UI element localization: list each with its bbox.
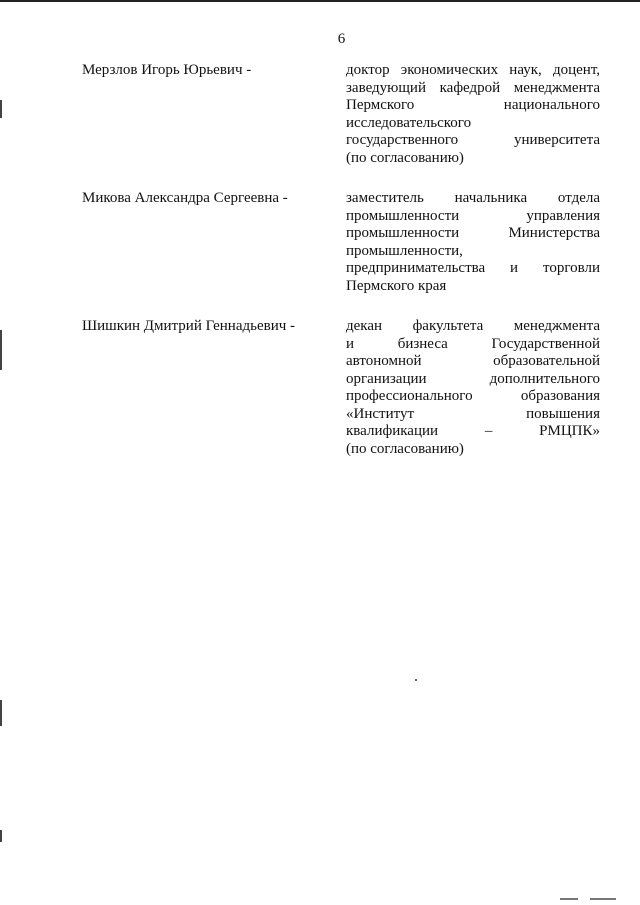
role-line: промышленности, xyxy=(346,242,463,259)
committee-roster xyxy=(82,62,600,481)
member-name: Шишкин Дмитрий Геннадьевич - xyxy=(82,318,296,334)
scan-left-edge-mark xyxy=(0,830,2,842)
roster-entry xyxy=(82,318,600,458)
role-line: заведующий кафедрой менеджмента xyxy=(346,79,600,96)
role-line: профессионального образования xyxy=(346,388,600,404)
scan-left-edge-mark xyxy=(0,330,2,370)
role-line: квалификации – РМЦПК» xyxy=(346,423,600,439)
member-role xyxy=(346,62,600,167)
role-line: (по согласованию) xyxy=(346,149,464,166)
page-number: 6 xyxy=(337,31,346,47)
scan-left-edge-mark xyxy=(0,100,2,118)
role-line: «Институт повышения xyxy=(346,405,600,422)
scan-bottom-edge-mark xyxy=(560,898,578,900)
role-line: (по согласованию) xyxy=(346,440,464,457)
member-role xyxy=(346,318,600,458)
roster-entry xyxy=(82,190,600,295)
role-line: государственного университета xyxy=(346,132,600,148)
role-line: автономной образовательной xyxy=(346,353,600,369)
role-line: Пермского национального xyxy=(346,97,600,113)
role-line: заместитель начальника отдела xyxy=(346,190,600,206)
role-line: доктор экономических наук, доцент, xyxy=(346,62,600,78)
role-line: исследовательского xyxy=(346,114,472,131)
scan-top-edge xyxy=(0,0,640,2)
member-name: Мерзлов Игорь Юрьевич - xyxy=(82,62,252,78)
member-role xyxy=(346,190,600,295)
scan-bottom-edge-mark xyxy=(590,898,616,900)
roster-entry xyxy=(82,62,600,167)
scan-speck xyxy=(415,679,417,681)
role-line: промышленности Министерства xyxy=(346,225,600,241)
member-name: Микова Александра Сергеевна - xyxy=(82,190,288,206)
scan-left-edge-mark xyxy=(0,700,2,726)
role-line: промышленности управления xyxy=(346,207,600,224)
role-line: предпринимательства и торговли xyxy=(346,260,600,276)
role-line: декан факультета менеджмента xyxy=(346,318,600,334)
role-line: организации дополнительного xyxy=(346,370,600,387)
role-line: и бизнеса Государственной xyxy=(346,335,600,352)
role-line: Пермского края xyxy=(346,277,447,294)
